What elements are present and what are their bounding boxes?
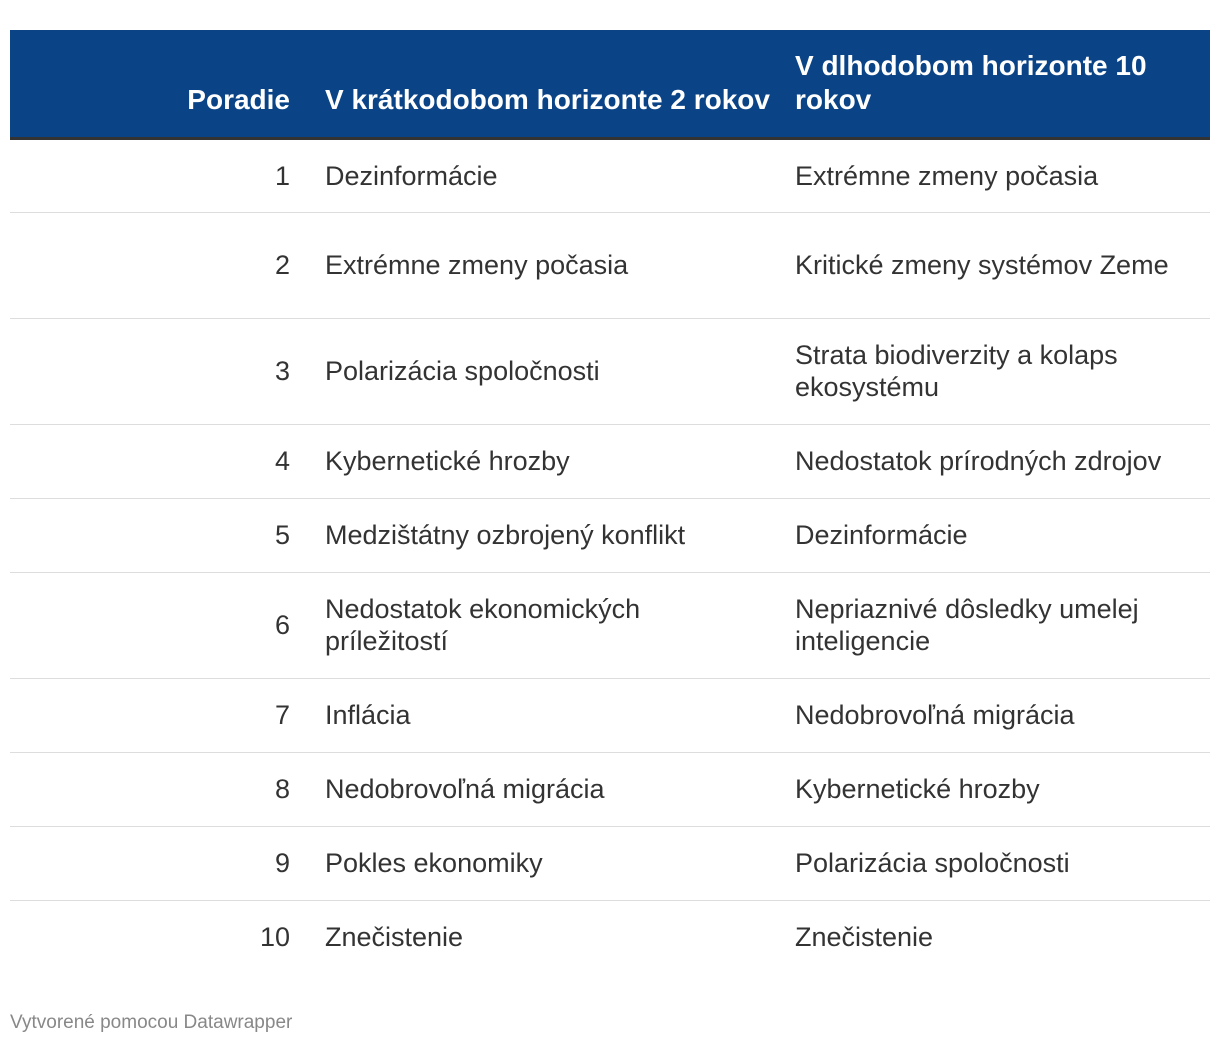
table-row: [10, 138, 1210, 212]
table-row: [10, 826, 1210, 900]
short-term-cell: Znečistenie: [325, 922, 464, 953]
short-term-cell: Extrémne zmeny počasia: [320, 212, 790, 318]
short-term-cell: Kybernetické hrozby: [320, 424, 790, 498]
long-term-cell: Extrémne zmeny počasia: [790, 138, 1210, 212]
rank-cell: 9: [10, 826, 320, 900]
header-long-term[interactable]: V dlhodobom horizonte 10 rokov: [790, 30, 1210, 138]
rank-cell: 3: [10, 318, 320, 424]
long-term-cell: Strata biodiverzity a kolaps ekosystému: [790, 318, 1210, 424]
rank-cell: 5: [10, 498, 320, 572]
table-row: [10, 424, 1210, 498]
header-row: [10, 30, 1210, 138]
table-header: [10, 30, 1210, 138]
rank-cell: 2: [10, 212, 320, 318]
table-row: [10, 752, 1210, 826]
table-row: [10, 498, 1210, 572]
short-term-cell: Dezinformácie: [320, 138, 790, 212]
table-row: [10, 678, 1210, 752]
short-term-cell: Polarizácia spoločnosti: [320, 318, 790, 424]
short-term-cell: Nedobrovoľná migrácia: [320, 752, 790, 826]
long-term-cell: Znečistenie: [795, 922, 934, 953]
footer-credit[interactable]: Vytvorené pomocou Datawrapper: [10, 1012, 293, 1033]
table-container: [10, 30, 1210, 974]
header-short-term[interactable]: V krátkodobom horizonte 2 rokov: [320, 30, 790, 138]
header-rank[interactable]: Poradie: [10, 30, 320, 138]
table-row: [10, 318, 1210, 424]
table-row: [10, 572, 1210, 678]
rank-cell: 4: [10, 424, 320, 498]
rank-cell: 8: [10, 752, 320, 826]
short-term-cell: Nedostatok ekonomických príležitostí: [320, 572, 790, 678]
rank-cell: 10: [259, 922, 290, 953]
long-term-cell: Kritické zmeny systémov Zeme: [790, 212, 1210, 318]
long-term-cell: Polarizácia spoločnosti: [790, 826, 1210, 900]
rank-cell: 6: [10, 572, 320, 678]
table-body: [10, 138, 1210, 974]
short-term-cell: Medzištátny ozbrojený konflikt: [320, 498, 790, 572]
short-term-cell: Pokles ekonomiky: [320, 826, 790, 900]
long-term-cell: Dezinformácie: [790, 498, 1210, 572]
long-term-cell: Nedobrovoľná migrácia: [790, 678, 1210, 752]
rank-cell: 7: [10, 678, 320, 752]
long-term-cell: Nedostatok prírodných zdrojov: [790, 424, 1210, 498]
table-row: [10, 900, 1210, 974]
short-term-cell: Inflácia: [320, 678, 790, 752]
rank-cell: 1: [10, 138, 320, 212]
long-term-cell: Nepriaznivé dôsledky umelej inteligencie: [790, 572, 1210, 678]
table-row: [10, 212, 1210, 318]
long-term-cell: Kybernetické hrozby: [790, 752, 1210, 826]
risk-ranking-table: [10, 30, 1210, 974]
